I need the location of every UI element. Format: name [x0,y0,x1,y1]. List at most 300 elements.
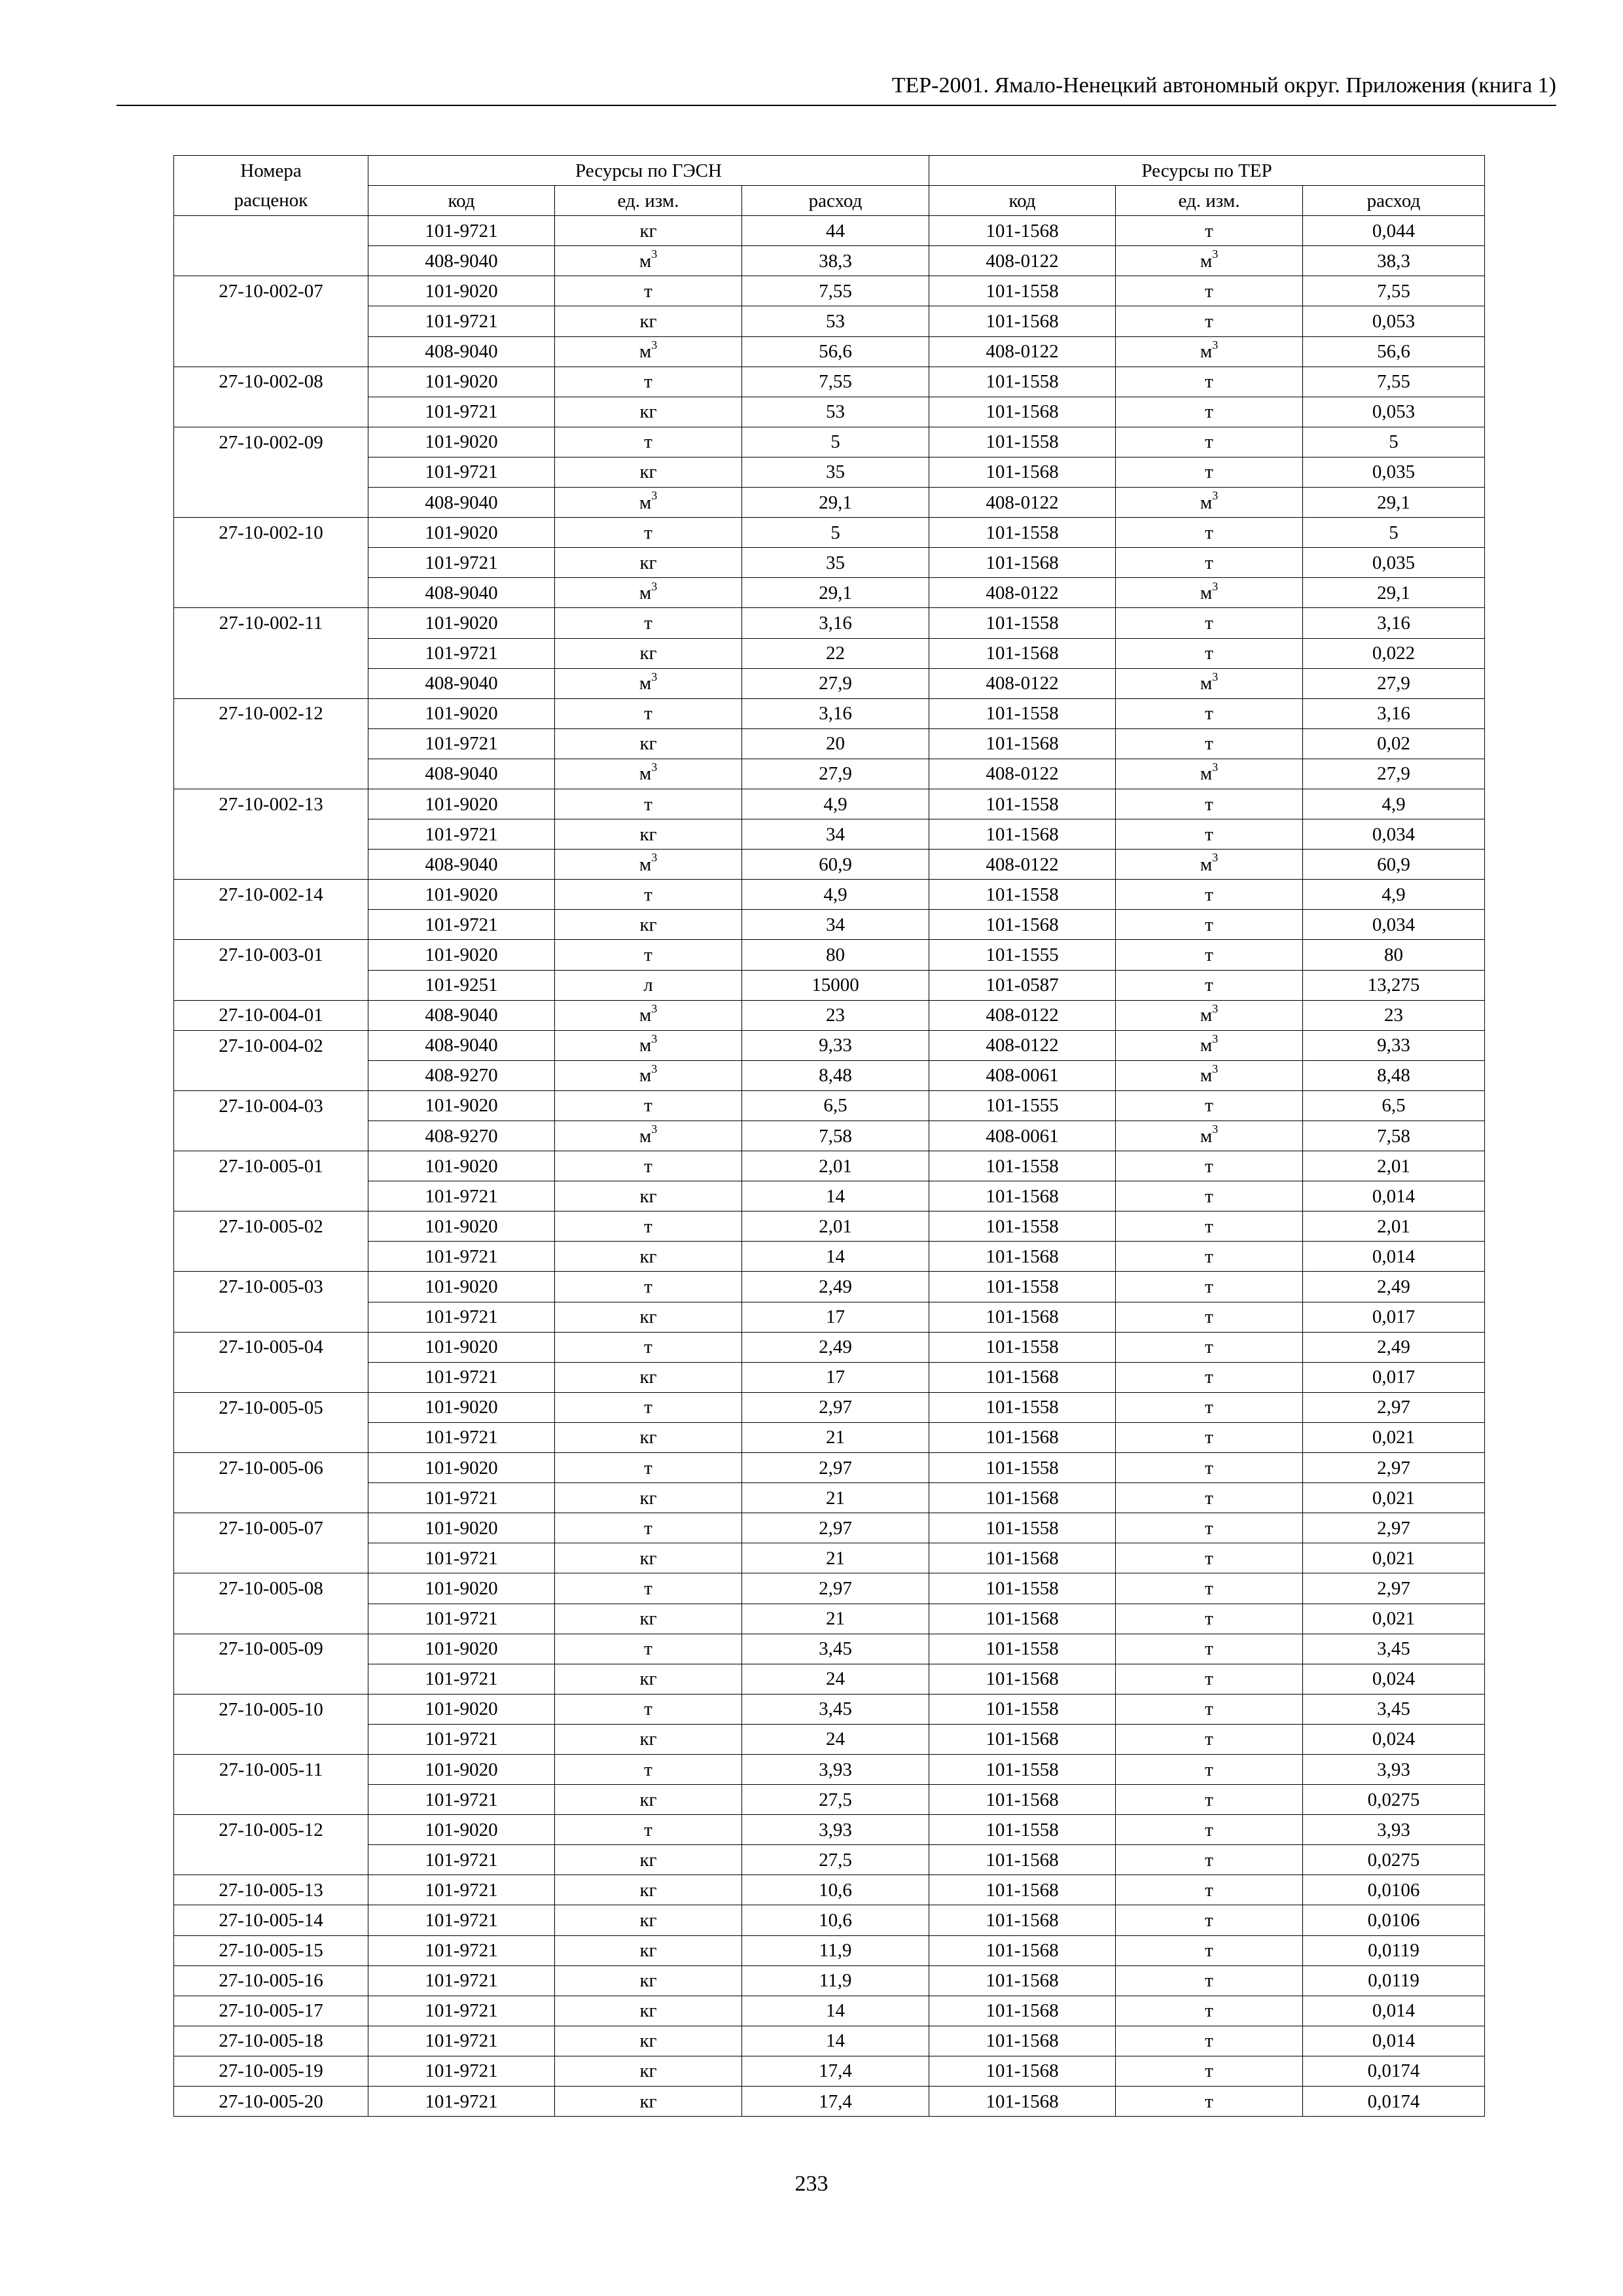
ter-code-cell: 101-1568 [929,548,1116,578]
ter-qty-cell: 4,9 [1303,789,1485,819]
table-row [174,306,1485,336]
rate-number-cell: 27-10-002-13 [174,789,368,819]
ter-qty-cell: 0,0174 [1303,2056,1485,2086]
gesn-code-cell: 101-9020 [368,698,555,728]
gesn-unit-cell: т [555,1392,742,1422]
rate-number-cell [174,759,368,789]
gesn-code-cell: 101-9721 [368,1362,555,1392]
rate-number-cell [174,1664,368,1694]
ter-qty-cell: 0,0119 [1303,1935,1485,1965]
rate-number-cell: 27-10-005-19 [174,2056,368,2086]
ter-unit-cell: т [1116,1211,1303,1242]
ter-qty-cell: 0,034 [1303,910,1485,940]
table-row [174,1694,1485,1724]
table-row [174,728,1485,759]
table-row [174,1392,1485,1422]
ter-code-cell: 101-1568 [929,1965,1116,1996]
table-row [174,1573,1485,1604]
gesn-qty-cell: 17 [742,1362,929,1392]
ter-code-cell: 101-1558 [929,789,1116,819]
gesn-unit-cell: $м^3$ [555,668,742,698]
ter-code-cell: 408-0122 [929,1000,1116,1030]
ter-code-cell: 101-1568 [929,1242,1116,1272]
col-rate-header-2: расценок [174,186,368,216]
ter-code-cell: 101-1558 [929,1815,1116,1845]
gesn-code-cell: 101-9721 [368,1875,555,1905]
gesn-code-cell: 101-9721 [368,2056,555,2086]
col-gesn-unit: ед. изм. [555,186,742,216]
rate-number-cell: 27-10-002-10 [174,518,368,548]
ter-qty-cell: 7,55 [1303,367,1485,397]
table-row [174,850,1485,880]
gesn-qty-cell: 2,97 [742,1392,929,1422]
table-row [174,1875,1485,1905]
ter-qty-cell: 0,014 [1303,1996,1485,2026]
gesn-qty-cell: 27,5 [742,1845,929,1875]
ter-code-cell: 408-0122 [929,336,1116,367]
table-row [174,1272,1485,1302]
ter-unit-cell: т [1116,1965,1303,1996]
ter-qty-cell: 0,024 [1303,1664,1485,1694]
ter-code-cell: 101-1558 [929,427,1116,457]
ter-qty-cell: 3,93 [1303,1754,1485,1784]
gesn-unit-cell: кг [555,1181,742,1211]
ter-qty-cell: 0,035 [1303,548,1485,578]
gesn-qty-cell: 34 [742,910,929,940]
table-row [174,1060,1485,1090]
ter-code-cell: 101-1568 [929,1724,1116,1754]
table-row [174,1724,1485,1754]
ter-unit-cell: т [1116,1332,1303,1362]
ter-unit-cell: $м^3$ [1116,1060,1303,1090]
gesn-unit-cell: т [555,1634,742,1664]
table-row [174,1453,1485,1483]
table-row [174,1634,1485,1664]
gesn-code-cell: 101-9721 [368,1242,555,1272]
ter-qty-cell: 38,3 [1303,246,1485,276]
rate-number-cell [174,1604,368,1634]
ter-unit-cell: т [1116,1090,1303,1121]
ter-qty-cell: 0,053 [1303,306,1485,336]
gesn-unit-cell: кг [555,1242,742,1272]
col-ter-unit: ед. изм. [1116,186,1303,216]
header-rule [116,105,1556,106]
gesn-code-cell: 101-9721 [368,638,555,668]
table-row [174,1151,1485,1181]
gesn-code-cell: 101-9721 [368,216,555,246]
gesn-qty-cell: 20 [742,728,929,759]
ter-unit-cell: т [1116,1724,1303,1754]
rate-number-cell: 27-10-005-01 [174,1151,368,1181]
rate-number-cell [174,1785,368,1815]
gesn-qty-cell: 11,9 [742,1965,929,1996]
gesn-qty-cell: 17,4 [742,2087,929,2117]
gesn-code-cell: 101-9251 [368,970,555,1000]
table-row [174,970,1485,1000]
ter-unit-cell: $м^3$ [1116,1030,1303,1060]
rate-number-cell [174,548,368,578]
ter-code-cell: 101-1555 [929,940,1116,970]
table-row [174,367,1485,397]
gesn-unit-cell: т [555,367,742,397]
table-row [174,759,1485,789]
rate-number-cell: 27-10-005-04 [174,1332,368,1362]
table-row [174,1030,1485,1060]
gesn-code-cell: 101-9020 [368,1332,555,1362]
ter-unit-cell: т [1116,1935,1303,1965]
gesn-qty-cell: 80 [742,940,929,970]
gesn-qty-cell: 22 [742,638,929,668]
ter-unit-cell: т [1116,427,1303,457]
gesn-code-cell: 101-9721 [368,1664,555,1694]
gesn-unit-cell: т [555,1211,742,1242]
rate-number-cell: 27-10-004-03 [174,1090,368,1121]
gesn-qty-cell: 2,49 [742,1332,929,1362]
gesn-unit-cell: кг [555,2087,742,2117]
gesn-qty-cell: 27,9 [742,759,929,789]
table-row [174,1513,1485,1543]
gesn-code-cell: 101-9020 [368,1815,555,1845]
gesn-code-cell: 101-9721 [368,1785,555,1815]
ter-unit-cell: т [1116,1664,1303,1694]
ter-qty-cell: 56,6 [1303,336,1485,367]
ter-unit-cell: т [1116,970,1303,1000]
col-rate-header: Номера [174,156,368,186]
ter-qty-cell: 0,053 [1303,397,1485,427]
gesn-unit-cell: т [555,1815,742,1845]
rate-number-cell: 27-10-002-11 [174,608,368,638]
gesn-code-cell: 101-9721 [368,306,555,336]
gesn-unit-cell: кг [555,1875,742,1905]
table-row [174,1965,1485,1996]
gesn-unit-cell: кг [555,1664,742,1694]
ter-unit-cell: т [1116,608,1303,638]
gesn-qty-cell: 3,16 [742,698,929,728]
table-row [174,1242,1485,1272]
ter-code-cell: 101-0587 [929,970,1116,1000]
table-row [174,910,1485,940]
table-row [174,336,1485,367]
ter-code-cell: 101-1558 [929,1272,1116,1302]
ter-code-cell: 101-1558 [929,1151,1116,1181]
rate-number-cell: 27-10-003-01 [174,940,368,970]
gesn-qty-cell: 21 [742,1422,929,1452]
ter-qty-cell: 9,33 [1303,1030,1485,1060]
table-row [174,940,1485,970]
gesn-code-cell: 101-9721 [368,1302,555,1332]
ter-code-cell: 408-0122 [929,246,1116,276]
rate-number-cell [174,1422,368,1452]
page-number: 233 [794,2172,829,2196]
ter-qty-cell: 5 [1303,427,1485,457]
gesn-unit-cell: т [555,1151,742,1181]
table-row [174,1181,1485,1211]
ter-unit-cell: т [1116,1905,1303,1935]
ter-code-cell: 101-1568 [929,2087,1116,2117]
gesn-unit-cell: т [555,1694,742,1724]
gesn-unit-cell: т [555,698,742,728]
gesn-qty-cell: 17 [742,1302,929,1332]
table-row [174,2026,1485,2056]
gesn-unit-cell: $м^3$ [555,1060,742,1090]
gesn-unit-cell: кг [555,216,742,246]
ter-qty-cell: 7,58 [1303,1121,1485,1151]
ter-code-cell: 408-0122 [929,759,1116,789]
rate-number-cell [174,1302,368,1332]
gesn-qty-cell: 4,9 [742,789,929,819]
gesn-qty-cell: 4,9 [742,880,929,910]
gesn-qty-cell: 56,6 [742,336,929,367]
gesn-code-cell: 101-9020 [368,1272,555,1302]
gesn-unit-cell: кг [555,728,742,759]
ter-code-cell: 101-1568 [929,2056,1116,2086]
ter-qty-cell: 4,9 [1303,880,1485,910]
ter-code-cell: 101-1558 [929,1634,1116,1664]
table-row [174,1362,1485,1392]
ter-unit-cell: т [1116,397,1303,427]
rate-number-cell [174,1362,368,1392]
rate-number-cell [174,306,368,336]
gesn-code-cell: 408-9040 [368,668,555,698]
gesn-code-cell: 101-9721 [368,1483,555,1513]
gesn-qty-cell: 3,45 [742,1634,929,1664]
ter-qty-cell: 5 [1303,518,1485,548]
gesn-code-cell: 101-9721 [368,819,555,850]
ter-qty-cell: 80 [1303,940,1485,970]
gesn-code-cell: 101-9721 [368,728,555,759]
gesn-qty-cell: 21 [742,1483,929,1513]
ter-unit-cell: $м^3$ [1116,246,1303,276]
ter-qty-cell: 2,97 [1303,1513,1485,1543]
gesn-code-cell: 101-9020 [368,1453,555,1483]
ter-code-cell: 101-1558 [929,276,1116,306]
ter-code-cell: 101-1555 [929,1090,1116,1121]
gesn-unit-cell: кг [555,1483,742,1513]
gesn-qty-cell: 60,9 [742,850,929,880]
rate-number-cell: 27-10-005-10 [174,1694,368,1724]
gesn-code-cell: 408-9040 [368,759,555,789]
gesn-unit-cell: кг [555,1845,742,1875]
ter-code-cell: 101-1558 [929,608,1116,638]
table-row [174,1935,1485,1965]
gesn-code-cell: 101-9020 [368,940,555,970]
ter-unit-cell: т [1116,1483,1303,1513]
ter-unit-cell: т [1116,1875,1303,1905]
gesn-qty-cell: 53 [742,397,929,427]
gesn-qty-cell: 5 [742,427,929,457]
gesn-qty-cell: 2,97 [742,1513,929,1543]
ter-unit-cell: $м^3$ [1116,578,1303,608]
gesn-unit-cell: кг [555,1543,742,1573]
ter-unit-cell: т [1116,276,1303,306]
gesn-unit-cell: кг [555,1724,742,1754]
ter-qty-cell: 0,02 [1303,728,1485,759]
table-row [174,518,1485,548]
ter-code-cell: 101-1558 [929,698,1116,728]
ter-code-cell: 101-1568 [929,638,1116,668]
gesn-unit-cell: кг [555,1935,742,1965]
ter-qty-cell: 0,014 [1303,1181,1485,1211]
ter-unit-cell: т [1116,1845,1303,1875]
ter-unit-cell: т [1116,1604,1303,1634]
gesn-unit-cell: кг [555,638,742,668]
table-row [174,1604,1485,1634]
ter-qty-cell: 0,0174 [1303,2087,1485,2117]
ter-code-cell: 101-1558 [929,1573,1116,1604]
ter-code-cell: 101-1568 [929,1875,1116,1905]
gesn-code-cell: 101-9020 [368,1392,555,1422]
gesn-qty-cell: 15000 [742,970,929,1000]
ter-qty-cell: 0,022 [1303,638,1485,668]
ter-qty-cell: 8,48 [1303,1060,1485,1090]
rate-number-cell: 27-10-005-09 [174,1634,368,1664]
ter-code-cell: 101-1568 [929,1302,1116,1332]
ter-code-cell: 101-1558 [929,1754,1116,1784]
gesn-unit-cell: т [555,518,742,548]
ter-qty-cell: 2,01 [1303,1151,1485,1181]
gesn-qty-cell: 21 [742,1604,929,1634]
ter-unit-cell: т [1116,1392,1303,1422]
ter-unit-cell: $м^3$ [1116,1121,1303,1151]
gesn-code-cell: 408-9040 [368,850,555,880]
table-row [174,880,1485,910]
gesn-unit-cell: т [555,427,742,457]
rate-number-cell [174,1483,368,1513]
gesn-code-cell: 101-9721 [368,1845,555,1875]
ter-code-cell: 408-0122 [929,578,1116,608]
gesn-qty-cell: 3,16 [742,608,929,638]
ter-qty-cell: 0,035 [1303,457,1485,487]
rate-number-cell: 27-10-002-09 [174,427,368,457]
ter-unit-cell: т [1116,2056,1303,2086]
gesn-unit-cell: $м^3$ [555,578,742,608]
rate-number-cell: 27-10-005-20 [174,2087,368,2117]
gesn-unit-cell: кг [555,1422,742,1452]
gesn-code-cell: 101-9721 [368,1543,555,1573]
gesn-code-cell: 101-9020 [368,789,555,819]
ter-code-cell: 408-0122 [929,1030,1116,1060]
gesn-unit-cell: т [555,1090,742,1121]
gesn-unit-cell: кг [555,910,742,940]
gesn-unit-cell: $м^3$ [555,1000,742,1030]
table-row [174,1543,1485,1573]
rate-number-cell [174,1121,368,1151]
ter-unit-cell: т [1116,1785,1303,1815]
gesn-qty-cell: 6,5 [742,1090,929,1121]
ter-qty-cell: 0,021 [1303,1543,1485,1573]
gesn-qty-cell: 53 [742,306,929,336]
gesn-code-cell: 101-9721 [368,1935,555,1965]
gesn-qty-cell: 14 [742,1181,929,1211]
gesn-unit-cell: т [555,1272,742,1302]
gesn-unit-cell: кг [555,819,742,850]
ter-unit-cell: $м^3$ [1116,1000,1303,1030]
gesn-code-cell: 408-9270 [368,1060,555,1090]
ter-qty-cell: 0,044 [1303,216,1485,246]
ter-qty-cell: 0,0106 [1303,1905,1485,1935]
gesn-unit-cell: т [555,1332,742,1362]
gesn-qty-cell: 27,9 [742,668,929,698]
rate-number-cell [174,970,368,1000]
ter-qty-cell: 2,97 [1303,1392,1485,1422]
gesn-unit-cell: т [555,608,742,638]
ter-unit-cell: т [1116,1996,1303,2026]
gesn-code-cell: 101-9020 [368,367,555,397]
ter-qty-cell: 29,1 [1303,488,1485,518]
table-row [174,216,1485,246]
ter-qty-cell: 0,021 [1303,1604,1485,1634]
table-row [174,2056,1485,2086]
ter-code-cell: 101-1568 [929,819,1116,850]
gesn-code-cell: 408-9040 [368,1000,555,1030]
gesn-qty-cell: 2,49 [742,1272,929,1302]
rate-number-cell: 27-10-002-14 [174,880,368,910]
rate-number-cell [174,397,368,427]
ter-code-cell: 101-1558 [929,1513,1116,1543]
col-gesn-code: код [368,186,555,216]
gesn-code-cell: 101-9020 [368,427,555,457]
ter-code-cell: 101-1568 [929,1362,1116,1392]
ter-qty-cell: 3,45 [1303,1634,1485,1664]
gesn-unit-cell: т [555,789,742,819]
table-row [174,668,1485,698]
ter-code-cell: 408-0122 [929,668,1116,698]
rate-number-cell [174,1724,368,1754]
rate-number-cell: 27-10-005-07 [174,1513,368,1543]
rate-number-cell [174,638,368,668]
gesn-qty-cell: 44 [742,216,929,246]
rate-number-cell: 27-10-002-07 [174,276,368,306]
gesn-qty-cell: 7,55 [742,367,929,397]
table-row [174,246,1485,276]
ter-code-cell: 101-1558 [929,880,1116,910]
rate-number-cell [174,668,368,698]
ter-unit-cell: т [1116,698,1303,728]
ter-qty-cell: 0,021 [1303,1483,1485,1513]
ter-qty-cell: 3,93 [1303,1815,1485,1845]
gesn-unit-cell: кг [555,548,742,578]
table-row [174,1754,1485,1784]
table-row [174,427,1485,457]
ter-unit-cell: т [1116,1181,1303,1211]
ter-qty-cell: 3,16 [1303,608,1485,638]
ter-qty-cell: 0,0275 [1303,1845,1485,1875]
ter-code-cell: 101-1568 [929,216,1116,246]
ter-code-cell: 101-1558 [929,367,1116,397]
ter-qty-cell: 2,97 [1303,1453,1485,1483]
table-row [174,698,1485,728]
gesn-qty-cell: 11,9 [742,1935,929,1965]
rate-number-cell: 27-10-005-08 [174,1573,368,1604]
table-row [174,1845,1485,1875]
ter-unit-cell: т [1116,457,1303,487]
ter-qty-cell: 6,5 [1303,1090,1485,1121]
gesn-code-cell: 101-9721 [368,397,555,427]
gesn-code-cell: 101-9721 [368,1422,555,1452]
ter-qty-cell: 0,017 [1303,1302,1485,1332]
gesn-unit-cell: кг [555,1362,742,1392]
ter-unit-cell: т [1116,1302,1303,1332]
ter-code-cell: 101-1568 [929,306,1116,336]
ter-unit-cell: т [1116,728,1303,759]
rate-number-cell [174,246,368,276]
ter-qty-cell: 0,0106 [1303,1875,1485,1905]
gesn-qty-cell: 2,97 [742,1573,929,1604]
rate-number-cell [174,216,368,246]
gesn-unit-cell: кг [555,397,742,427]
ter-unit-cell: т [1116,1513,1303,1543]
gesn-code-cell: 408-9270 [368,1121,555,1151]
